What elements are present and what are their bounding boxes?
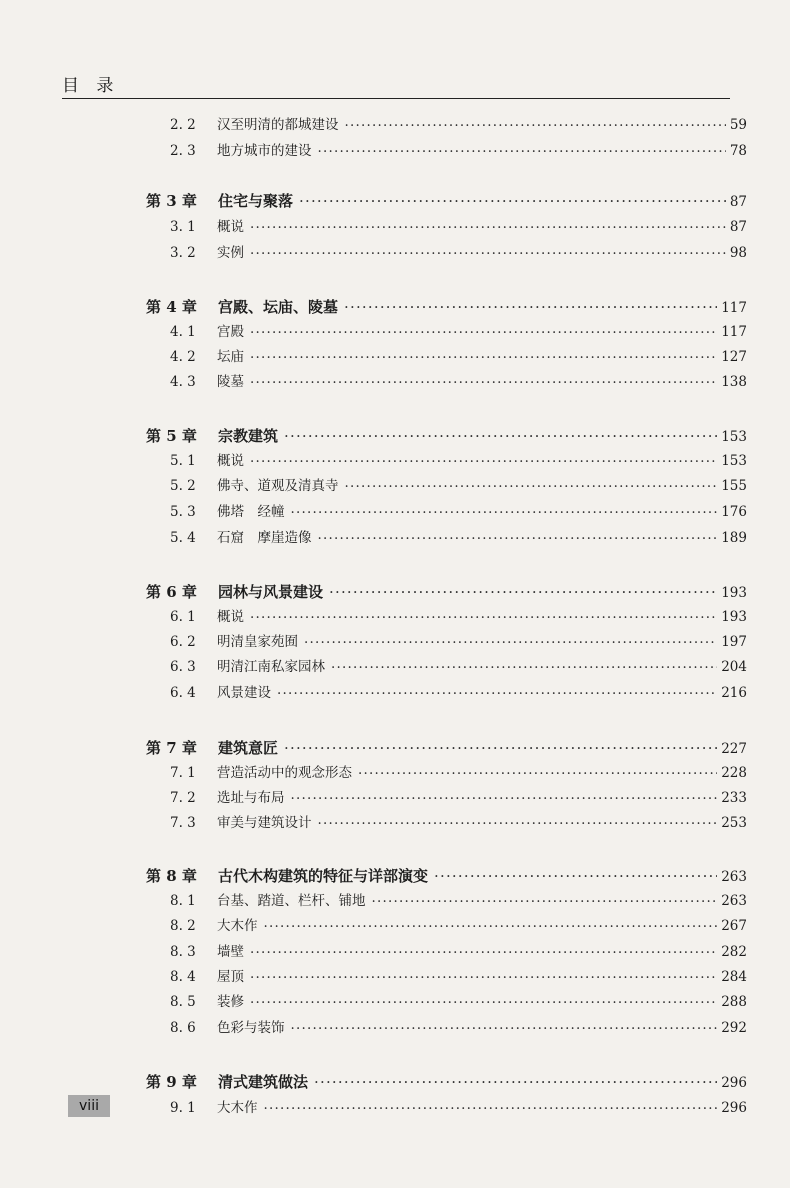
toc-section-row[interactable] — [170, 1096, 747, 1120]
toc-section-row[interactable] — [170, 990, 747, 1014]
toc-title: 审美与建筑设计 — [217, 815, 312, 831]
toc-section-row[interactable] — [170, 786, 747, 810]
toc-page-number: 193 — [721, 609, 747, 625]
toc-title: 石窟 摩崖造像 — [217, 530, 312, 546]
toc-number: 7. 2 — [170, 790, 196, 806]
leader-dots — [434, 869, 717, 884]
toc-number: 5. 2 — [170, 478, 196, 494]
page-folio: viii — [68, 1095, 110, 1117]
toc-title: 陵墓 — [217, 374, 244, 390]
toc-page-number: 153 — [721, 429, 747, 445]
toc-number: 第 8 章 — [146, 867, 197, 885]
toc-number: 3. 1 — [170, 219, 196, 235]
toc-number: 7. 1 — [170, 765, 196, 781]
leader-dots — [358, 766, 717, 780]
toc-number: 6. 1 — [170, 609, 196, 625]
toc-section-row[interactable] — [170, 113, 747, 137]
toc-title: 营造活动中的观念形态 — [217, 765, 352, 781]
leader-dots — [314, 1075, 717, 1090]
leader-dots — [250, 945, 717, 959]
toc-number: 6. 4 — [170, 685, 196, 701]
leader-dots — [318, 144, 726, 158]
toc-chapter-row[interactable] — [146, 1070, 747, 1094]
toc-title: 古代木构建筑的特征与详部演变 — [218, 867, 429, 885]
toc-section-row[interactable] — [170, 811, 747, 835]
toc-number: 8. 1 — [170, 893, 196, 909]
leader-dots — [250, 246, 726, 260]
toc-title: 概说 — [217, 453, 244, 469]
leader-dots — [277, 686, 717, 700]
toc-chapter-row[interactable] — [146, 189, 747, 213]
toc-section-row[interactable] — [170, 1016, 747, 1040]
toc-section-row[interactable] — [170, 449, 747, 473]
toc-page-number: 204 — [721, 659, 747, 675]
toc-number: 第 6 章 — [146, 583, 197, 601]
toc-chapter-row[interactable] — [146, 736, 747, 760]
leader-dots — [250, 970, 717, 984]
toc-title: 宗教建筑 — [218, 427, 279, 445]
toc-section-row[interactable] — [170, 965, 747, 989]
toc-number: 8. 5 — [170, 994, 196, 1010]
toc-title: 概说 — [217, 609, 244, 625]
toc-number: 第 4 章 — [146, 298, 197, 316]
leader-dots — [291, 505, 718, 519]
toc-number: 第 3 章 — [146, 192, 197, 210]
toc-page-number: 292 — [721, 1020, 747, 1036]
toc-number: 5. 3 — [170, 504, 196, 520]
toc-page-number: 288 — [721, 994, 747, 1010]
toc-number: 9. 1 — [170, 1100, 196, 1116]
toc-page-number: 253 — [721, 815, 747, 831]
leader-dots — [372, 894, 718, 908]
toc-title: 风景建设 — [217, 685, 271, 701]
toc-title: 大木作 — [217, 1100, 258, 1116]
toc-page-number: 78 — [729, 143, 747, 159]
toc-section-row[interactable] — [170, 345, 747, 369]
toc-number: 4. 3 — [170, 374, 196, 390]
toc-title: 建筑意匠 — [218, 739, 279, 757]
toc-page-number: 117 — [721, 300, 747, 316]
leader-dots — [250, 995, 717, 1009]
toc-page-number: 59 — [729, 117, 747, 133]
toc-section-row[interactable] — [170, 526, 747, 550]
toc-section-row[interactable] — [170, 500, 747, 524]
toc-page-number: 117 — [721, 324, 747, 340]
toc-title: 宫殿、坛庙、陵墓 — [218, 298, 339, 316]
toc-title: 屋顶 — [217, 969, 244, 985]
leader-dots — [344, 300, 717, 315]
toc-section-row[interactable] — [170, 940, 747, 964]
toc-title: 选址与布局 — [217, 790, 285, 806]
leader-dots — [304, 635, 717, 649]
toc-section-row[interactable] — [170, 215, 747, 239]
toc-page-number: 227 — [721, 741, 747, 757]
toc-page-number: 138 — [721, 374, 747, 390]
toc-chapter-row[interactable] — [146, 424, 747, 448]
toc-page-number: 176 — [721, 504, 747, 520]
toc-number: 2. 3 — [170, 143, 196, 159]
toc-section-row[interactable] — [170, 914, 747, 938]
toc-title: 宫殿 — [217, 324, 244, 340]
toc-title: 地方城市的建设 — [217, 143, 312, 159]
leader-dots — [284, 429, 717, 444]
leader-dots — [318, 531, 718, 545]
toc-page-number: 263 — [721, 869, 747, 885]
leader-dots — [331, 660, 717, 674]
toc-page-number: 267 — [721, 918, 747, 934]
toc-number: 第 9 章 — [146, 1073, 197, 1091]
toc-number: 8. 4 — [170, 969, 196, 985]
toc-page-number: 155 — [721, 478, 747, 494]
toc-section-row[interactable] — [170, 370, 747, 394]
toc-title: 佛寺、道观及清真寺 — [217, 478, 339, 494]
leader-dots — [299, 194, 726, 209]
toc-title: 住宅与聚落 — [218, 192, 294, 210]
leader-dots — [318, 816, 718, 830]
toc-title: 实例 — [217, 245, 244, 261]
toc-page-number: 189 — [721, 530, 747, 546]
toc-section-row[interactable] — [170, 889, 747, 913]
toc-page-number: 153 — [721, 453, 747, 469]
leader-dots — [264, 1101, 718, 1115]
toc-page-number: 216 — [721, 685, 747, 701]
toc-title: 明清江南私家园林 — [217, 659, 325, 675]
toc-title: 佛塔 经幢 — [217, 504, 285, 520]
toc-section-row[interactable] — [170, 241, 747, 265]
toc-section-row[interactable] — [170, 681, 747, 705]
toc-page-number: 87 — [729, 194, 747, 210]
leader-dots — [250, 220, 726, 234]
toc-title: 装修 — [217, 994, 244, 1010]
toc-chapter-row[interactable] — [146, 864, 747, 888]
toc-number: 8. 3 — [170, 944, 196, 960]
toc-section-row[interactable] — [170, 761, 747, 785]
toc-page-number: 193 — [721, 585, 747, 601]
leader-dots — [284, 741, 717, 756]
leader-dots — [345, 118, 726, 132]
toc-title: 明清皇家苑囿 — [217, 634, 298, 650]
toc-title: 园林与风景建设 — [218, 583, 324, 601]
toc-section-row[interactable] — [170, 320, 747, 344]
toc-page-number: 98 — [729, 245, 747, 261]
toc-number: 8. 2 — [170, 918, 196, 934]
toc-section-row[interactable] — [170, 139, 747, 163]
toc-page-number: 197 — [721, 634, 747, 650]
leader-dots — [250, 375, 717, 389]
toc-title: 色彩与装饰 — [217, 1020, 285, 1036]
toc-section-row[interactable] — [170, 605, 747, 629]
toc-number: 第 5 章 — [146, 427, 197, 445]
leader-dots — [250, 350, 717, 364]
toc-page-number: 127 — [721, 349, 747, 365]
toc-title: 大木作 — [217, 918, 258, 934]
leader-dots — [291, 791, 718, 805]
leader-dots — [264, 919, 718, 933]
toc-title: 台基、踏道、栏杆、铺地 — [217, 893, 366, 909]
leader-dots — [291, 1021, 718, 1035]
toc-page-number: 263 — [721, 893, 747, 909]
toc-number: 8. 6 — [170, 1020, 196, 1036]
toc-title: 坛庙 — [217, 349, 244, 365]
leader-dots — [250, 454, 717, 468]
toc-page-number: 296 — [721, 1075, 747, 1091]
header-title: 目 录 — [62, 76, 120, 96]
toc-page-number: 87 — [729, 219, 747, 235]
toc-title: 汉至明清的都城建设 — [217, 117, 339, 133]
toc-chapter-row[interactable] — [146, 295, 747, 319]
toc-number: 第 7 章 — [146, 739, 197, 757]
toc-number: 2. 2 — [170, 117, 196, 133]
toc-page-number: 282 — [721, 944, 747, 960]
toc-number: 6. 2 — [170, 634, 196, 650]
leader-dots — [345, 479, 718, 493]
toc-page-number: 228 — [721, 765, 747, 781]
toc-chapter-row[interactable] — [146, 580, 747, 604]
toc-page-number: 284 — [721, 969, 747, 985]
toc-page-number: 233 — [721, 790, 747, 806]
toc-section-row[interactable] — [170, 655, 747, 679]
leader-dots — [250, 610, 717, 624]
toc-page-number: 296 — [721, 1100, 747, 1116]
toc-number: 6. 3 — [170, 659, 196, 675]
leader-dots — [250, 325, 717, 339]
toc-number: 4. 2 — [170, 349, 196, 365]
toc-number: 5. 1 — [170, 453, 196, 469]
toc-title: 墙壁 — [217, 944, 244, 960]
toc-number: 4. 1 — [170, 324, 196, 340]
toc-title: 概说 — [217, 219, 244, 235]
toc-section-row[interactable] — [170, 474, 747, 498]
toc-number: 5. 4 — [170, 530, 196, 546]
toc-number: 7. 3 — [170, 815, 196, 831]
toc-section-row[interactable] — [170, 630, 747, 654]
toc-title: 清式建筑做法 — [218, 1073, 309, 1091]
leader-dots — [329, 585, 717, 600]
toc-number: 3. 2 — [170, 245, 196, 261]
